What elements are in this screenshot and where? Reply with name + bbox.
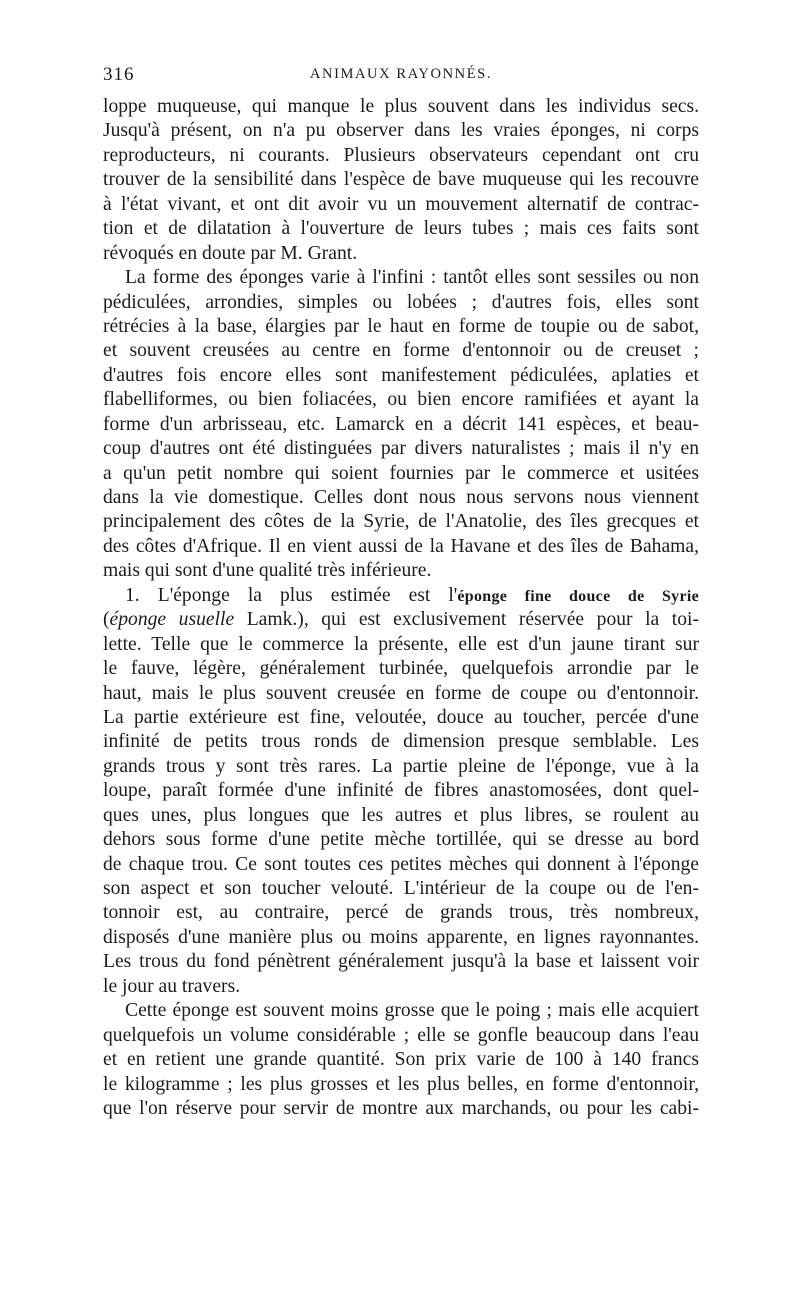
- text-line: trouver de la sensibilité dans l'espèce de bave muqueuse qui les recouvre: [103, 169, 699, 191]
- species-name-bold: éponge fine douce de Syrie: [457, 587, 699, 605]
- paragraph-start-line: [103, 584, 699, 608]
- text-line: des côtes d'Afrique. Il en vient aussi de la Havane et des îles de Bahama,: [103, 535, 699, 557]
- text-line: haut, mais le plus souvent creusée en forme de coupe ou d'entonnoir.: [103, 682, 699, 704]
- text-line: que l'on réserve pour servir de montre aux marchands, ou pour les cabi-: [103, 1097, 699, 1119]
- text-line: a qu'un petit nombre qui soient fournies par le commerce et usitées: [103, 462, 699, 484]
- line-segment: 1. L'éponge la plus estimée est l': [125, 584, 458, 606]
- paren-open: (: [103, 609, 110, 631]
- text-line: et souvent creusées au centre en forme d'entonnoir ou de creuset ;: [103, 340, 699, 362]
- text-line: flabelliformes, ou bien foliacées, ou bien encore ramifiées et ayant la: [103, 389, 699, 411]
- text-line: dehors sous forme d'une petite mèche tortillée, qui se dresse au bord: [103, 829, 699, 851]
- line-segment: Lamk.), qui est exclusivement réservée pour la toi-: [234, 609, 699, 631]
- running-title: ANIMAUX RAYONNÉS.: [309, 66, 493, 82]
- text-line: son aspect et son toucher velouté. L'intérieur de la coupe ou de l'en-: [103, 878, 699, 899]
- paragraph-end-line: révoqués en doute par M. Grant.: [103, 242, 358, 264]
- text-line: le fauve, légère, généralement turbinée, quelquefois arrondie par le: [103, 658, 699, 680]
- text-line: Jusqu'à présent, on n'a pu observer dans les vraies éponges, ni corps: [103, 120, 699, 142]
- text-line: pédiculées, arrondies, simples ou lobées ; d'autres fois, elles sont: [103, 291, 699, 313]
- text-line: à l'état vivant, et ont dit avoir vu un mouvement alternatif de contrac-: [103, 193, 699, 215]
- text-line: infinité de petits trous ronds de dimension presque semblable. Les: [103, 731, 699, 753]
- text-line: coup d'autres ont été distinguées par divers naturalistes ; mais il n'y en: [103, 438, 699, 460]
- text-line: d'autres fois encore elles sont manifestement pédiculées, aplaties et: [103, 364, 699, 386]
- text-line: reproducteurs, ni courants. Plusieurs observateurs cependant ont cru: [103, 144, 699, 166]
- text-line: dans la vie domestique. Celles dont nous nous servons nous viennent: [103, 487, 699, 508]
- paragraph-end-line: le jour au travers.: [103, 975, 241, 997]
- text-line: loupe, paraît formée d'une infinité de fibres anastomosées, dont quel-: [103, 780, 699, 802]
- text-line: principalement des côtes de la Syrie, de l'Anatolie, des îles grecques et: [103, 511, 699, 533]
- text-line: loppe muqueuse, qui manque le plus souvent dans les individus secs.: [103, 96, 699, 117]
- page-header: [103, 64, 699, 94]
- paragraph-start-line: Cette éponge est souvent moins grosse que le poing ; mais elle acquiert: [125, 1000, 699, 1022]
- text-line: tonnoir est, au contraire, percé de grands trous, très nombreux,: [103, 902, 699, 924]
- text-line: le kilogramme ; les plus grosses et les plus belles, en forme d'entonnoir,: [103, 1073, 699, 1095]
- text-line: tion et de dilatation à l'ouverture de leurs tubes ; mais ces faits sont: [103, 218, 699, 240]
- text-line: de chaque trou. Ce sont toutes ces petites mèches qui donnent à l'éponge: [103, 853, 699, 875]
- text-line: forme d'un arbrisseau, etc. Lamarck en a décrit 141 espèces, et beau-: [103, 413, 699, 435]
- page-number: 316: [103, 64, 135, 85]
- text-line: La partie extérieure est fine, veloutée, douce au toucher, percée d'une: [103, 706, 699, 728]
- text-line: ques unes, plus longues que les autres et plus libres, se roulent au: [103, 804, 699, 826]
- body-text: [103, 95, 699, 1121]
- text-line: grands trous y sont très rares. La partie pleine de l'éponge, vue à la: [103, 755, 699, 777]
- text-line: [103, 608, 699, 632]
- paragraph-start-line: La forme des éponges varie à l'infini : tantôt elles sont sessiles ou non: [125, 267, 699, 289]
- text-line: lette. Telle que le commerce la présente, elle est d'un jaune tirant sur: [103, 633, 699, 655]
- paragraph-end-line: mais qui sont d'une qualité très inférieure.: [103, 560, 432, 582]
- text-line: disposés d'une manière plus ou moins apparente, en lignes rayonnantes.: [103, 926, 699, 948]
- species-synonym-italic: éponge usuelle: [109, 609, 235, 631]
- text-line: Les trous du fond pénètrent généralement jusqu'à la base et laissent voir: [103, 951, 699, 973]
- text-line: et en retient une grande quantité. Son prix varie de 100 à 140 francs: [103, 1049, 699, 1071]
- text-line: quelquefois un volume considérable ; elle se gonfle beaucoup dans l'eau: [103, 1024, 699, 1046]
- text-line: rétrécies à la base, élargies par le haut en forme de toupie ou de sabot,: [103, 315, 699, 337]
